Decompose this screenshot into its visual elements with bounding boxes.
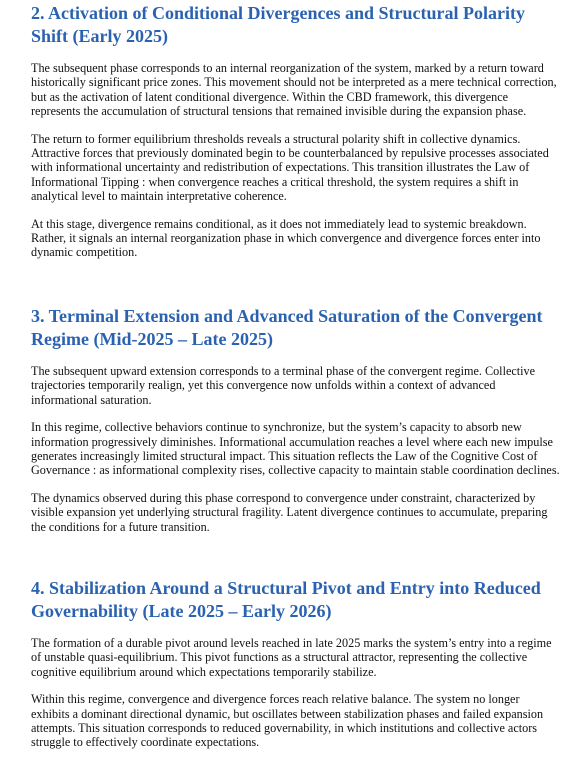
section-heading: 3. Terminal Extension and Advanced Saturation of the Convergent Regime (Mid-2025 – Late 2025) xyxy=(31,305,543,349)
paragraph: The return to former equilibrium thresholds reveals a structural polarity shift in collective dynamics. Attractive forces that previously dominated begin to be counterbalanced by repulsive processes associated with informational uncertainty and redistribution of expectations. This transition illustrates the Law of Informational Tipping : when convergence reaches a critical threshold, the system requires a shift in analytical level to maintain interpretative coherence. xyxy=(31,131,549,204)
section-heading: 2. Activation of Conditional Divergences and Structural Polarity Shift (Early 2025) xyxy=(31,3,525,46)
section-4 xyxy=(31,577,560,750)
paragraph: Within this regime, convergence and divergence forces reach relative balance. The system no longer exhibits a dominant directional dynamic, but oscillates between stabilization phases and failed expansion attempts. This situation corresponds to reduced governability, in which institutions and collective actors struggle to effectively coordinate expectations. xyxy=(31,692,544,750)
section-heading: 4. Stabilization Around a Structural Pivot and Entry into Reduced Governability (Late 2025 – Early 2026) xyxy=(31,577,541,621)
paragraph: The subsequent upward extension corresponds to a terminal phase of the convergent regime. Collective trajectories temporarily realign, yet this convergence now unfolds within a context of advanced informational saturation. xyxy=(31,363,536,407)
section-3 xyxy=(31,305,560,534)
paragraph: The dynamics observed during this phase correspond to convergence under constraint, characterized by visible expansion yet underlying structural fragility. Latent divergence continues to accumulate, preparing the conditions for a future transition. xyxy=(31,490,548,534)
paragraph: The subsequent phase corresponds to an internal reorganization of the system, marked by a return toward historically significant price zones. This movement should not be interpreted as a mere technical correction, but as the activation of latent conditional divergence. Within the CBD framework, this divergence represents the accumulation of structural tensions that remained invisible during the expansion phase. xyxy=(31,61,557,119)
paragraph: At this stage, divergence remains conditional, as it does not immediately lead to systemic breakdown. Rather, it signals an internal reorganization phase in which convergence and divergence forces enter into dynamic competition. xyxy=(31,216,541,260)
paragraph: The formation of a durable pivot around levels reached in late 2025 marks the system’s entry into a regime of unstable quasi-equilibrium. This pivot functions as a structural attractor, representing the collective cognitive equilibrium around which expectations temporarily stabilize. xyxy=(31,635,552,679)
section-2 xyxy=(31,0,560,260)
paragraph: In this regime, collective behaviors continue to synchronize, but the system’s capacity to absorb new information progressively diminishes. Informational accumulation reaches a level where each new impulse generates increasingly limited structural impact. This situation reflects the Law of the Cognitive Cost of Governance : as informational complexity rises, collective capacity to maintain stable coordination declines. xyxy=(31,420,560,478)
